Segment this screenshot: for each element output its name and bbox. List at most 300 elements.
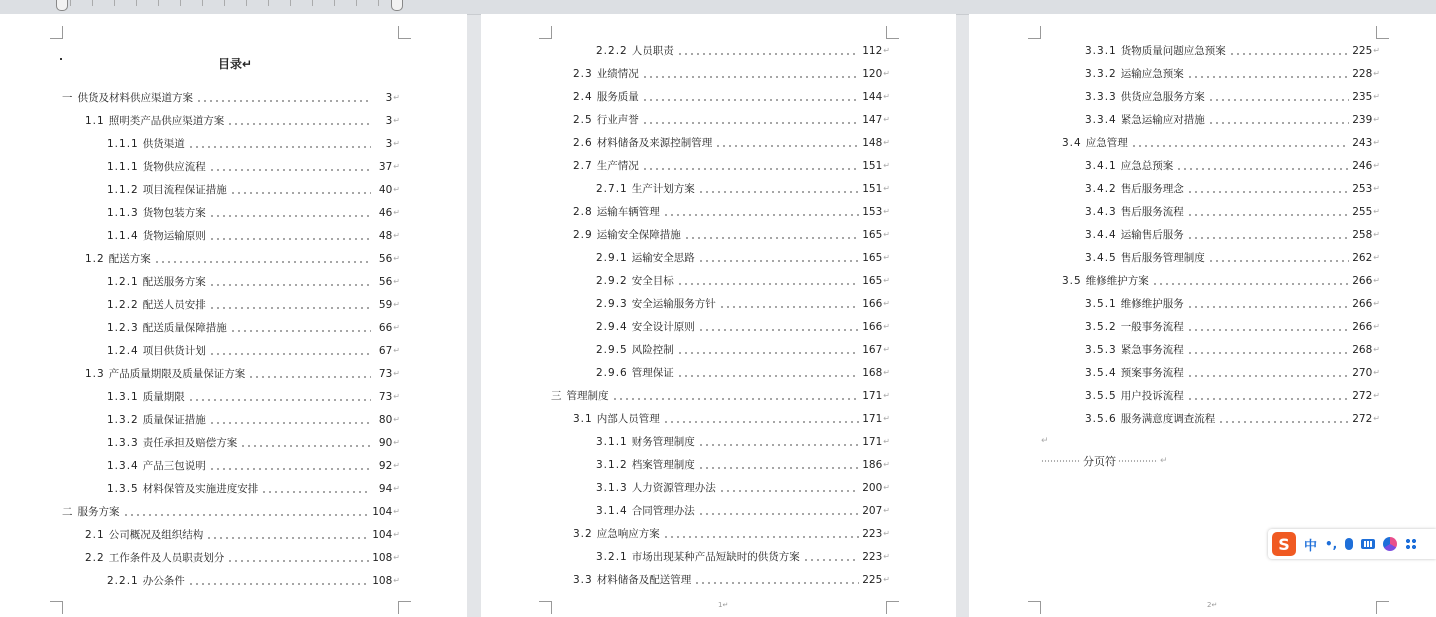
toc-entry[interactable] — [107, 205, 400, 221]
toc-entry-number: 1.3.3 — [107, 437, 139, 449]
toc-entry-page-number: 48 — [378, 230, 393, 242]
toc-entry-number: 3.5.3 — [1085, 344, 1117, 356]
toc-dot-leader — [677, 43, 860, 59]
toc-dot-leader — [240, 435, 371, 451]
paragraph-mark: ↵ — [393, 185, 400, 194]
toc-entry[interactable] — [1062, 273, 1380, 289]
document-page-1[interactable] — [0, 14, 467, 617]
toc-entry-number: 1.3.1 — [107, 391, 139, 403]
right-indent-marker[interactable] — [391, 0, 403, 11]
toc-entry-number: 3.5.2 — [1085, 321, 1117, 333]
toc-entry-number: 1.3.5 — [107, 483, 139, 495]
toc-entry-title: 服务方案 — [77, 506, 120, 518]
page-break-dots — [1041, 458, 1081, 464]
toc-dot-leader — [803, 549, 860, 565]
paragraph-mark: ↵ — [393, 530, 400, 539]
toc-entry-number: 3.4.4 — [1085, 229, 1117, 241]
paragraph-mark: ↵ — [883, 437, 890, 446]
toc-entry[interactable] — [1085, 342, 1380, 358]
toc-entry-page-number: 171 — [862, 390, 883, 402]
paragraph-mark: ↵ — [393, 254, 400, 263]
toc-entry-title: 货物质量问题应急预案 — [1120, 45, 1226, 57]
paragraph-mark: ↵ — [393, 139, 400, 148]
toc-dot-leader — [642, 112, 860, 128]
toc-entry-number: 3.4.5 — [1085, 252, 1117, 264]
toc-entry-page-number: 104 — [372, 506, 393, 518]
toc-entry-number: 2.7 — [573, 160, 593, 172]
toc-entry-number: 3.3.2 — [1085, 68, 1117, 80]
keyboard-icon[interactable] — [1361, 539, 1375, 549]
toc-entry-number: 3.3.1 — [1085, 45, 1117, 57]
toc-entry-number: 2.9.3 — [596, 298, 628, 310]
toc-entry-title: 材料储备及来源控制管理 — [596, 137, 713, 149]
toc-entry[interactable] — [107, 481, 400, 497]
crop-mark — [50, 26, 63, 39]
paragraph-mark: ↵ — [1373, 92, 1380, 101]
toc-entry[interactable] — [1085, 411, 1380, 427]
toc-dot-leader — [684, 227, 860, 243]
toc-entry[interactable] — [596, 434, 890, 450]
paragraph-mark: ↵ — [883, 414, 890, 423]
paragraph-mark: ↵ — [393, 438, 400, 447]
toc-entry-title: 配送服务方案 — [142, 276, 206, 288]
crop-mark — [539, 601, 552, 614]
bullet-dot — [60, 58, 62, 60]
toc-entry-title: 供货渠道 — [142, 138, 185, 150]
toc-entry-page-number: 92 — [378, 460, 393, 472]
paragraph-mark: ↵ — [393, 300, 400, 309]
toc-entry-number: 3.4.3 — [1085, 206, 1117, 218]
toc-dot-leader — [248, 366, 371, 382]
toc-entry-page-number: 112 — [862, 45, 883, 57]
toc-entry-title: 财务管理制度 — [631, 436, 695, 448]
toc-dot-leader — [1176, 158, 1349, 174]
toc-entry-number: 3.5.6 — [1085, 413, 1117, 425]
paragraph-mark: ↵ — [393, 162, 400, 171]
toc-entry-page-number: 225 — [862, 574, 883, 586]
toc-entry-number: 2.9.6 — [596, 367, 628, 379]
toc-entry-page-number: 166 — [862, 298, 883, 310]
paragraph-mark: ↵ — [1373, 368, 1380, 377]
toc-dot-leader — [1131, 135, 1350, 151]
toc-entry[interactable] — [1062, 135, 1380, 151]
toc-dot-leader — [230, 182, 372, 198]
toc-entry-page-number: 151 — [862, 183, 883, 195]
paragraph-mark: ↵ — [1041, 436, 1049, 446]
toc-entry-title: 管理制度 — [566, 390, 609, 402]
toc-entry[interactable] — [596, 181, 890, 197]
toc-entry-title: 应急总预案 — [1120, 160, 1174, 172]
toc-dot-leader — [227, 550, 369, 566]
toc-entry-page-number: 56 — [378, 253, 393, 265]
toc-entry[interactable] — [573, 89, 890, 105]
toc-entry-number: 3.5.5 — [1085, 390, 1117, 402]
toc-entry[interactable] — [85, 366, 400, 382]
toc-entry-page-number: 46 — [378, 207, 393, 219]
toc-dot-leader — [1187, 227, 1350, 243]
toc-dot-leader — [715, 135, 859, 151]
paragraph-mark: ↵ — [883, 460, 890, 469]
toc-entry[interactable] — [596, 480, 890, 496]
toc-entry[interactable] — [85, 550, 400, 566]
toc-entry-title: 用户投诉流程 — [1120, 390, 1184, 402]
toc-entry[interactable] — [107, 274, 400, 290]
toc-entry-page-number: 73 — [378, 391, 393, 403]
toc-entry-number: 3.1 — [573, 413, 593, 425]
toc-entry-title: 人员职责 — [631, 45, 674, 57]
sogou-logo-icon[interactable]: S — [1272, 532, 1296, 556]
toc-entry[interactable] — [573, 204, 890, 220]
toc-entry-number: 1.1 — [85, 115, 105, 127]
page-number-footer: 1↵ — [718, 601, 729, 609]
toc-dot-leader — [698, 503, 860, 519]
toc-entry[interactable] — [62, 90, 400, 106]
toc-entry[interactable] — [107, 343, 400, 359]
toc-entry[interactable] — [596, 250, 890, 266]
toc-entry-page-number: 223 — [862, 551, 883, 563]
toc-entry-number: 1.2.3 — [107, 322, 139, 334]
paragraph-mark: ↵ — [883, 92, 890, 101]
toc-entry[interactable] — [573, 227, 890, 243]
toc-entry-page-number: 108 — [372, 575, 393, 587]
paragraph-mark: ↵ — [883, 368, 890, 377]
toc-entry-title: 产品质量期限及质量保证方案 — [108, 368, 246, 380]
toc-dot-leader — [1187, 204, 1350, 220]
paragraph-mark: ↵ — [883, 230, 890, 239]
toc-entry-number: 1.1.3 — [107, 207, 139, 219]
toc-entry[interactable] — [573, 158, 890, 174]
toc-entry-page-number: 3 — [385, 115, 393, 127]
toc-entry[interactable] — [596, 503, 890, 519]
toc-entry[interactable] — [573, 135, 890, 151]
toc-entry[interactable] — [107, 297, 400, 313]
toc-dot-leader — [206, 527, 369, 543]
toc-dot-leader — [154, 251, 372, 267]
toc-entry-page-number: 253 — [1352, 183, 1373, 195]
crop-mark — [886, 601, 899, 614]
toc-entry-title: 运输应急预案 — [1120, 68, 1184, 80]
toc-entry-number: 2.4 — [573, 91, 593, 103]
toc-entry-page-number: 73 — [378, 368, 393, 380]
toc-entry-number: 2.6 — [573, 137, 593, 149]
toc-title: 目录↵ — [218, 57, 253, 71]
toc-dot-leader — [663, 411, 860, 427]
toc-entry-title: 配送人员安排 — [142, 299, 206, 311]
page-number-footer: 2↵ — [1207, 601, 1218, 609]
toc-entry-page-number: 258 — [1352, 229, 1373, 241]
paragraph-mark: ↵ — [883, 69, 890, 78]
toc-entry[interactable] — [596, 342, 890, 358]
toc-dot-leader — [1208, 112, 1350, 128]
toc-entry-page-number: 144 — [862, 91, 883, 103]
toc-entry-page-number: 80 — [378, 414, 393, 426]
paragraph-mark: ↵ — [883, 115, 890, 124]
toc-entry-title: 安全目标 — [631, 275, 674, 287]
toc-entry-page-number: 59 — [378, 299, 393, 311]
toc-entry-number: 3.3.4 — [1085, 114, 1117, 126]
paragraph-mark: ↵ — [1373, 414, 1380, 423]
toc-entry-number: 1.2.1 — [107, 276, 139, 288]
toc-entry-number: 2.2.1 — [107, 575, 139, 587]
toc-entry-title: 配送质量保障措施 — [142, 322, 227, 334]
toc-entry-title: 项目流程保证措施 — [142, 184, 227, 196]
toc-dot-leader — [694, 572, 859, 588]
paragraph-mark: ↵ — [393, 231, 400, 240]
paragraph-mark: ↵ — [393, 208, 400, 217]
toc-entry[interactable] — [107, 182, 400, 198]
toc-entry-page-number: 148 — [862, 137, 883, 149]
toc-entry-number: 3.5.4 — [1085, 367, 1117, 379]
toc-entry[interactable] — [596, 365, 890, 381]
toc-entry-number: 2.9.1 — [596, 252, 628, 264]
left-indent-marker[interactable] — [56, 0, 68, 11]
toc-entry-page-number: 266 — [1352, 275, 1373, 287]
toc-entry[interactable] — [107, 320, 400, 336]
toc-entry[interactable] — [1085, 250, 1380, 266]
toc-entry-page-number: 255 — [1352, 206, 1373, 218]
toc-dot-leader — [1152, 273, 1350, 289]
ruler-ticks — [70, 0, 380, 6]
toc-entry-number: 1.1.1 — [107, 161, 139, 173]
toc-entry-title: 配送方案 — [108, 253, 151, 265]
toc-entry-number: 3.3 — [573, 574, 593, 586]
toc-entry-page-number: 266 — [1352, 321, 1373, 333]
toc-entry[interactable] — [107, 458, 400, 474]
toc-entry-title: 维修维护方案 — [1085, 275, 1149, 287]
toc-entry-title: 生产计划方案 — [631, 183, 695, 195]
toc-dot-leader — [719, 296, 860, 312]
toc-entry[interactable] — [596, 273, 890, 289]
microphone-icon[interactable] — [1345, 538, 1353, 550]
toc-entry-title: 业绩情况 — [596, 68, 639, 80]
toc-entry-page-number: 200 — [862, 482, 883, 494]
toc-entry-title: 生产情况 — [596, 160, 639, 172]
paragraph-mark: ↵ — [883, 506, 890, 515]
toc-entry-title: 人力资源管理办法 — [631, 482, 716, 494]
toc-entry-number: 2.9.5 — [596, 344, 628, 356]
toc-entry[interactable] — [1085, 89, 1380, 105]
toc-dot-leader — [209, 412, 372, 428]
toc-entry-page-number: 37 — [378, 161, 393, 173]
toc-entry[interactable] — [1085, 388, 1380, 404]
paragraph-mark: ↵ — [393, 346, 400, 355]
toc-entry[interactable] — [1085, 181, 1380, 197]
toc-entry-title: 紧急运输应对措施 — [1120, 114, 1205, 126]
toc-entry-title: 风险控制 — [631, 344, 674, 356]
toc-dot-leader — [663, 204, 860, 220]
toc-entry-number: 2.9.2 — [596, 275, 628, 287]
toc-entry[interactable] — [596, 549, 890, 565]
toc-entry-title: 质量期限 — [142, 391, 185, 403]
toc-dot-leader — [642, 158, 860, 174]
toc-entry-page-number: 272 — [1352, 413, 1373, 425]
toc-entry-page-number: 165 — [862, 229, 883, 241]
toc-entry[interactable] — [573, 411, 890, 427]
toolbox-grid-icon[interactable] — [1405, 538, 1417, 550]
toc-entry[interactable] — [596, 43, 890, 59]
toc-entry[interactable] — [1085, 158, 1380, 174]
toc-entry-number: 2.8 — [573, 206, 593, 218]
toc-entry-number: 1.2.2 — [107, 299, 139, 311]
toc-entry-title: 供货应急服务方案 — [1120, 91, 1205, 103]
paragraph-mark: ↵ — [883, 345, 890, 354]
paragraph-mark: ↵ — [1160, 456, 1168, 466]
toc-dot-leader — [209, 343, 372, 359]
paragraph-mark: ↵ — [1373, 391, 1380, 400]
toc-entry-number: 三 — [551, 390, 563, 402]
paragraph-mark: ↵ — [1373, 276, 1380, 285]
paragraph-mark: ↵ — [393, 369, 400, 378]
toc-dot-leader — [188, 573, 370, 589]
toc-dot-leader — [1208, 250, 1350, 266]
toc-entry-page-number: 235 — [1352, 91, 1373, 103]
toc-dot-leader — [209, 458, 372, 474]
toc-entry-title: 市场出现某种产品短缺时的供货方案 — [631, 551, 800, 563]
paragraph-mark: ↵ — [883, 184, 890, 193]
toc-dot-leader — [1187, 388, 1350, 404]
paragraph-mark: ↵ — [1373, 253, 1380, 262]
toc-entry[interactable] — [573, 526, 890, 542]
toc-entry-number: 2.3 — [573, 68, 593, 80]
toc-entry-number: 3.1.1 — [596, 436, 628, 448]
toc-entry[interactable] — [1085, 112, 1380, 128]
toc-entry-number: 3.3.3 — [1085, 91, 1117, 103]
toc-dot-leader — [1208, 89, 1350, 105]
toc-entry[interactable] — [107, 159, 400, 175]
toc-entry-page-number: 90 — [378, 437, 393, 449]
toc-entry-page-number: 270 — [1352, 367, 1373, 379]
toc-entry-title: 紧急事务流程 — [1120, 344, 1184, 356]
toc-entry[interactable] — [107, 435, 400, 451]
toc-entry[interactable] — [1085, 227, 1380, 243]
toc-entry-page-number: 171 — [862, 436, 883, 448]
toc-entry[interactable] — [85, 527, 400, 543]
toc-entry-title: 质量保证措施 — [142, 414, 206, 426]
paragraph-mark: ↵ — [883, 161, 890, 170]
toc-entry-title: 材料保管及实施进度安排 — [142, 483, 259, 495]
toc-entry-title: 货物包装方案 — [142, 207, 206, 219]
toc-dot-leader — [612, 388, 860, 404]
toc-entry[interactable] — [1085, 365, 1380, 381]
toc-entry[interactable] — [1085, 43, 1380, 59]
toc-entry-number: 3.2.1 — [596, 551, 628, 563]
toc-entry-number: 2.2.2 — [596, 45, 628, 57]
paragraph-mark: ↵ — [393, 576, 400, 585]
paragraph-mark: ↵ — [883, 483, 890, 492]
toc-entry-title: 售后服务流程 — [1120, 206, 1184, 218]
toc-entry[interactable] — [573, 66, 890, 82]
paragraph-mark: ↵ — [393, 507, 400, 516]
paragraph-mark: ↵ — [883, 138, 890, 147]
toc-entry-number: 3.1.4 — [596, 505, 628, 517]
toc-entry[interactable] — [573, 572, 890, 588]
toc-entry[interactable] — [107, 412, 400, 428]
toc-dot-leader — [698, 250, 860, 266]
paragraph-mark: ↵ — [1373, 322, 1380, 331]
toc-entry-page-number: 225 — [1352, 45, 1373, 57]
paragraph-mark: ↵ — [883, 391, 890, 400]
toc-entry[interactable] — [85, 113, 400, 129]
toc-entry[interactable] — [1085, 319, 1380, 335]
crop-mark — [886, 26, 899, 39]
toc-entry[interactable] — [107, 228, 400, 244]
toc-dot-leader — [677, 365, 860, 381]
skin-icon[interactable] — [1383, 537, 1397, 551]
toc-entry-title: 责任承担及赔偿方案 — [142, 437, 238, 449]
toc-entry-number: 一 — [62, 92, 74, 104]
punctuation-toggle[interactable]: •, — [1325, 537, 1338, 551]
crop-mark — [398, 601, 411, 614]
toc-entry-number: 3.5 — [1062, 275, 1082, 287]
document-page-3[interactable] — [969, 14, 1436, 617]
paragraph-mark: ↵ — [1373, 207, 1380, 216]
toc-entry[interactable] — [107, 136, 400, 152]
paragraph-mark: ↵ — [393, 415, 400, 424]
paragraph-mark: ↵ — [883, 552, 890, 561]
language-toggle[interactable]: 中 — [1304, 538, 1318, 554]
page-break-dots — [1118, 458, 1158, 464]
document-page-2[interactable] — [481, 14, 956, 617]
ime-toolbar[interactable] — [1268, 529, 1436, 559]
toc-dot-leader — [1187, 319, 1350, 335]
toc-entry-number: 1.3.2 — [107, 414, 139, 426]
toc-entry[interactable] — [1085, 66, 1380, 82]
toc-entry-page-number: 153 — [862, 206, 883, 218]
toc-entry[interactable] — [107, 389, 400, 405]
toc-entry[interactable] — [107, 573, 400, 589]
toc-entry-number: 3.1.3 — [596, 482, 628, 494]
toc-entry-title: 货物供应流程 — [142, 161, 206, 173]
toc-entry-number: 3.4.2 — [1085, 183, 1117, 195]
toc-entry-number: 1.1.2 — [107, 184, 139, 196]
crop-mark — [1028, 26, 1041, 39]
toc-entry-title: 安全设计原则 — [631, 321, 695, 333]
toc-entry-title: 运输安全保障措施 — [596, 229, 681, 241]
toc-entry-title: 应急响应方案 — [596, 528, 660, 540]
toc-entry[interactable] — [1085, 296, 1380, 312]
toc-entry[interactable] — [551, 388, 890, 404]
crop-mark — [1376, 601, 1389, 614]
toc-entry[interactable] — [85, 251, 400, 267]
toc-entry-page-number: 94 — [378, 483, 393, 495]
toc-entry-number: 1.3 — [85, 368, 105, 380]
toc-entry-page-number: 207 — [862, 505, 883, 517]
page-break — [1041, 453, 1168, 469]
toc-entry-title: 产品三包说明 — [142, 460, 206, 472]
paragraph-mark: ↵ — [883, 322, 890, 331]
toc-entry-number: 1.3.4 — [107, 460, 139, 472]
toc-entry[interactable] — [573, 112, 890, 128]
toc-entry-number: 3.1.2 — [596, 459, 628, 471]
toc-entry[interactable] — [596, 319, 890, 335]
paragraph-mark: ↵ — [393, 484, 400, 493]
toc-entry-title: 办公条件 — [142, 575, 185, 587]
toc-entry-title: 服务质量 — [596, 91, 639, 103]
toc-entry[interactable] — [596, 457, 890, 473]
horizontal-ruler[interactable] — [0, 0, 1436, 15]
toc-entry-title: 公司概况及组织结构 — [108, 529, 204, 541]
toc-entry-title: 供货及材料供应渠道方案 — [77, 92, 193, 104]
paragraph-mark: ↵ — [393, 553, 400, 562]
toc-entry[interactable] — [596, 296, 890, 312]
toc-entry-number: 2.9 — [573, 229, 593, 241]
toc-entry-page-number: 272 — [1352, 390, 1373, 402]
toc-dot-leader — [698, 181, 860, 197]
toc-entry-page-number: 147 — [862, 114, 883, 126]
toc-entry[interactable] — [62, 504, 400, 520]
toc-entry-page-number: 246 — [1352, 160, 1373, 172]
toc-entry[interactable] — [1085, 204, 1380, 220]
